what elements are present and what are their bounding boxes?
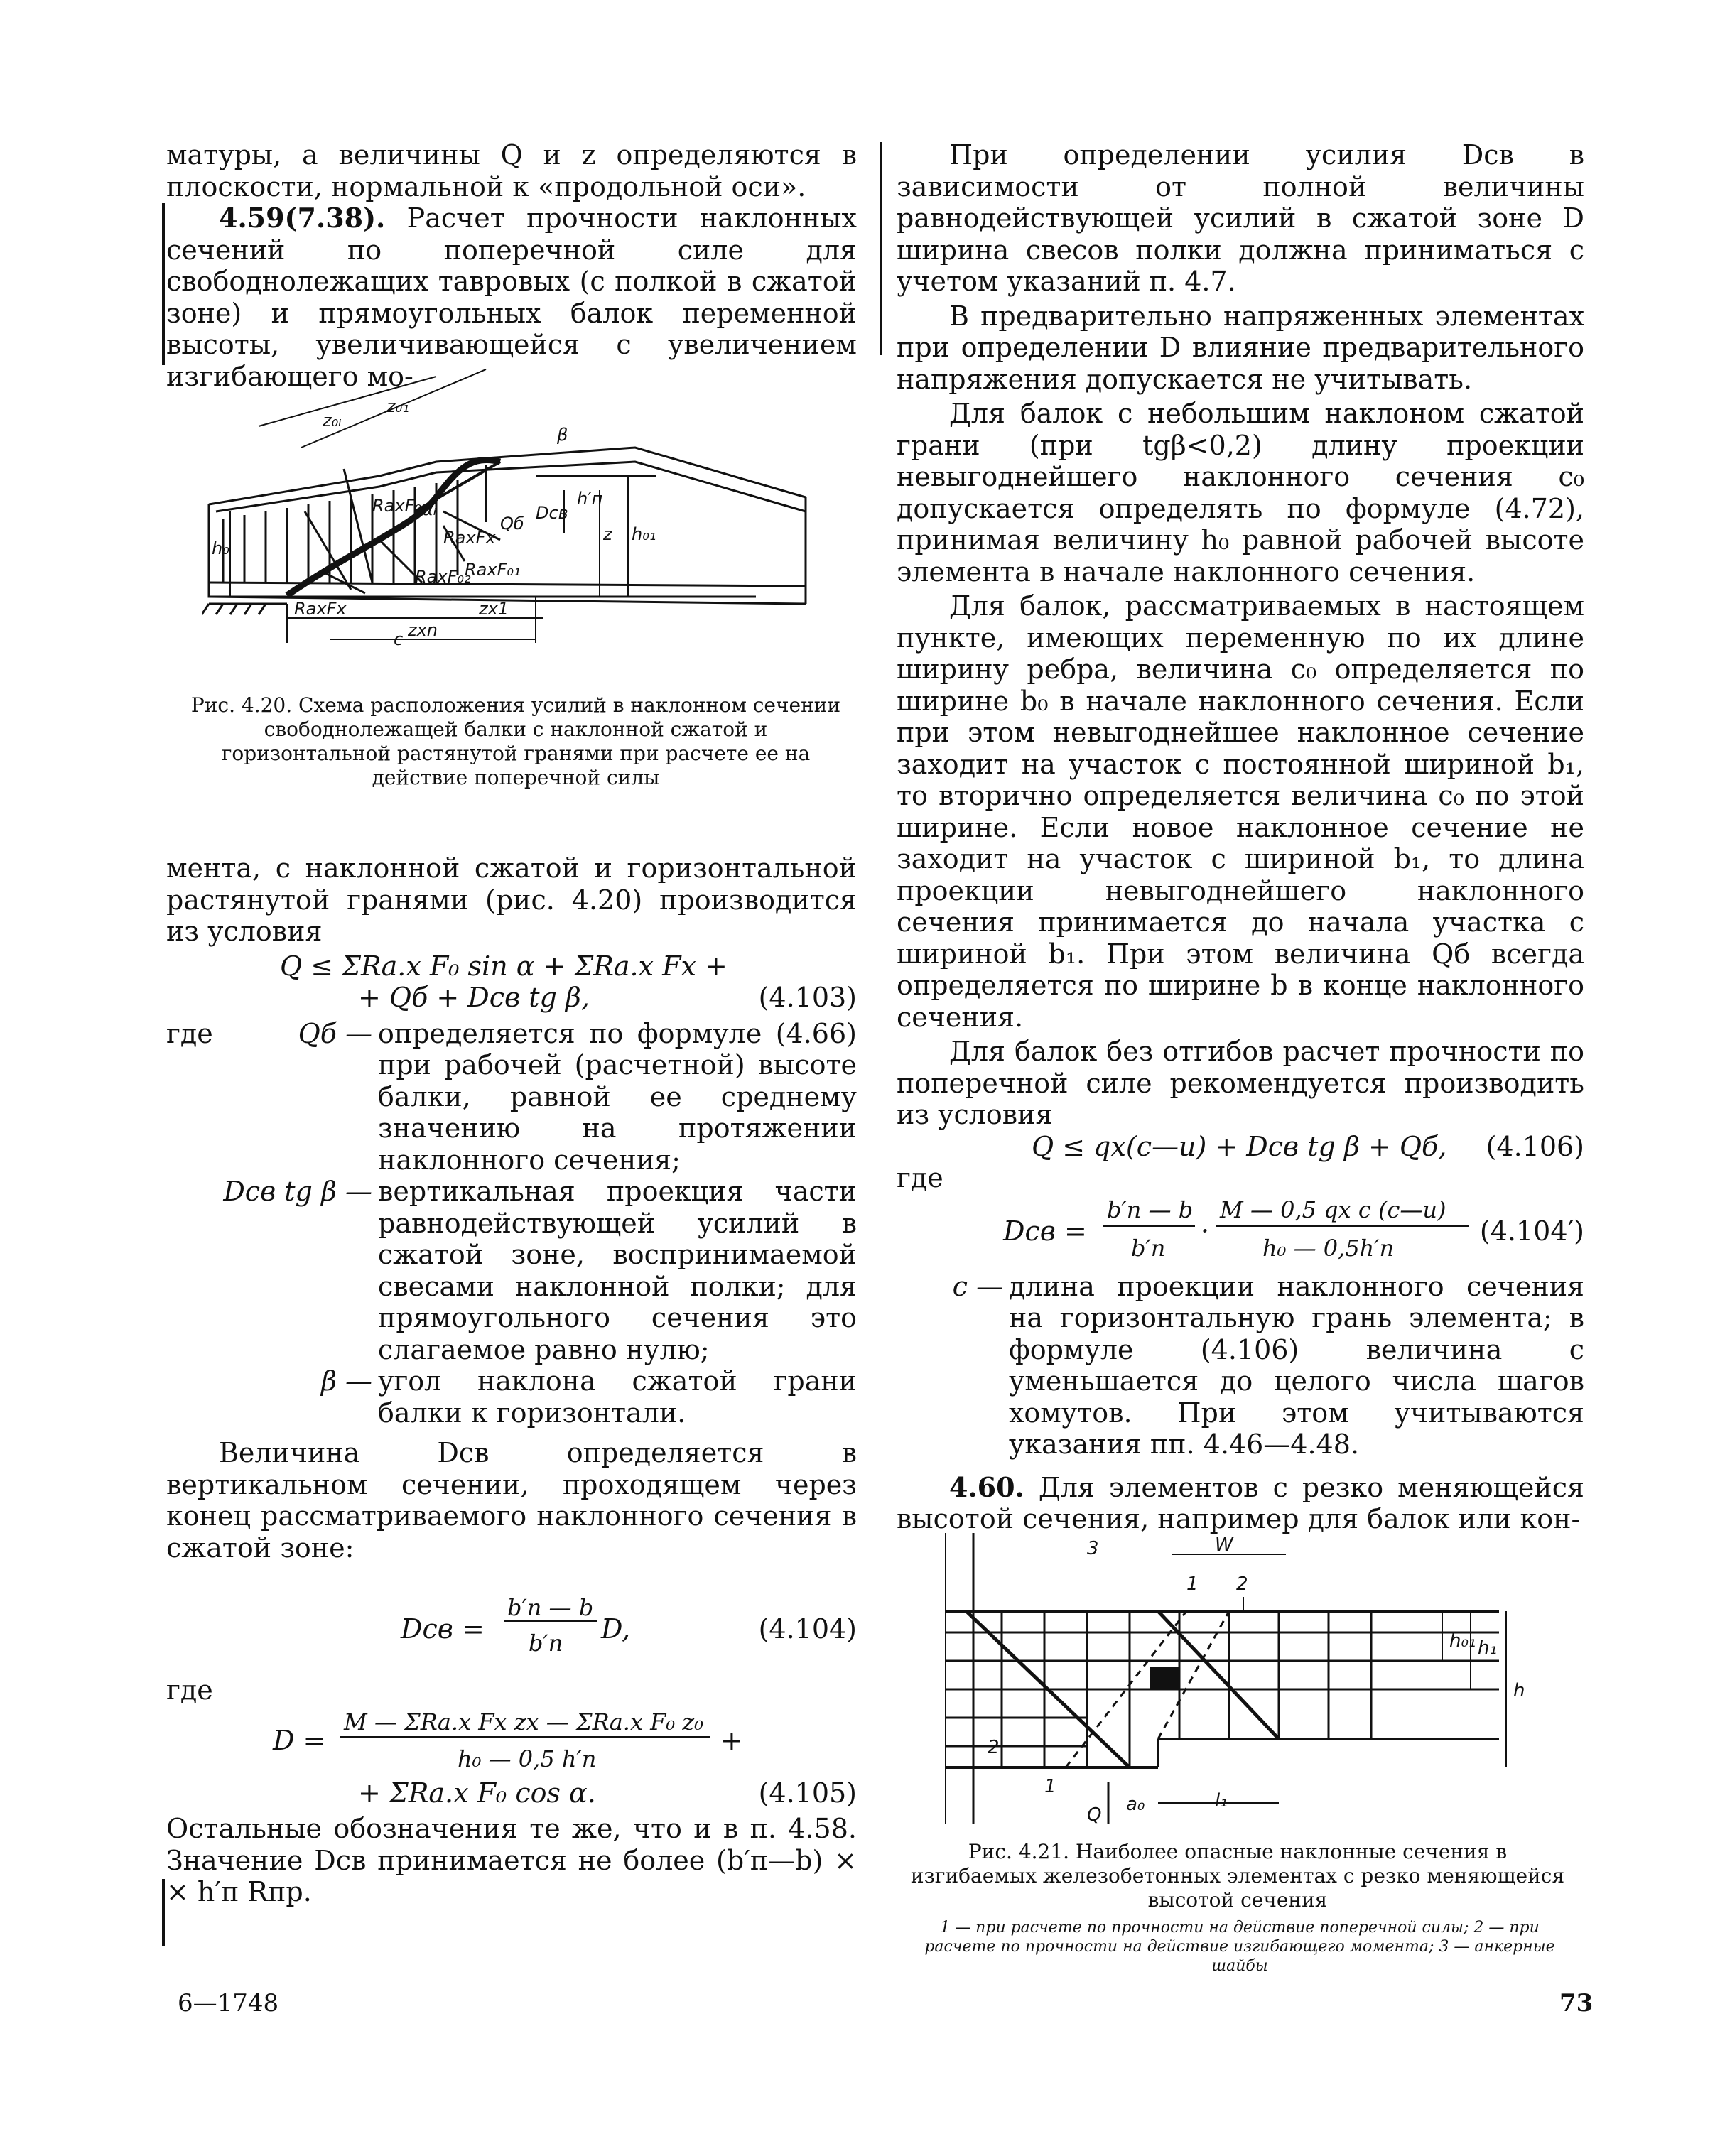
equation-4-103	[166, 950, 857, 1014]
signature-mark: 6—1748	[178, 1989, 279, 2017]
left-column-bottom	[166, 852, 857, 1908]
paragraph-4-59	[166, 202, 857, 392]
definition-c	[897, 1271, 1584, 1461]
label-zx1: zx1	[479, 599, 509, 619]
label-1b: 1	[1044, 1776, 1056, 1797]
figure-4-20-caption: Рис. 4.20. Схема расположения усилий в наклонном сечении свободнолежащей балки с наклонной сжатой и горизонтальной растянутой гранями при расчете ее на действие поперечной силы	[190, 693, 841, 789]
eq-dot: ·	[1201, 1215, 1210, 1247]
eq-lhs: Dсв =	[1003, 1215, 1087, 1247]
paragraph-text: Для элементов с резко меняющейся высотой сечения, например для балок или кон-	[897, 1471, 1584, 1534]
equation-4-104-prime	[897, 1194, 1584, 1265]
label-z: z	[603, 524, 612, 544]
equation-number: (4.105)	[758, 1777, 857, 1809]
label-zxn: zxn	[408, 620, 438, 640]
label-w: W	[1215, 1534, 1233, 1556]
fraction-bar	[340, 1736, 710, 1738]
where-label: где	[897, 1162, 943, 1193]
label-raxfoi: RaxF₀ᵢ	[372, 496, 425, 516]
section-number: 4.60.	[949, 1470, 1024, 1503]
eq-line-2	[166, 1777, 857, 1809]
equation-4-104	[166, 1592, 857, 1670]
eq-line-1: Q ≤ ΣRа.x F₀ sin α + ΣRа.x Fx +	[280, 950, 728, 982]
label-hn: h′п	[577, 489, 603, 509]
label-raxfx: RaxFx	[443, 528, 496, 548]
beam-step-diagram	[945, 1526, 1535, 1831]
section-number: 4.59(7.38).	[219, 202, 386, 234]
eq-tail: D,	[601, 1613, 631, 1645]
eq-denominator: b′п	[1131, 1234, 1166, 1262]
eq-plus: +	[720, 1724, 743, 1756]
paragraph: Величина Dсв определяется в вертикальном сечении, проходящем через конец рассматриваемого наклонного сечения в сжатой зоне:	[166, 1437, 857, 1564]
paragraph: Остальные обозначения те же, что и в п. 4.58. Значение Dсв принимается не более (b′п—b) × × h′п Rпр.	[166, 1813, 857, 1907]
paragraph: В предварительно напряженных элементах при определении D влияние предварительного напряжения допускается не учитывать.	[897, 300, 1584, 395]
paragraph: Для балок с небольшим наклоном сжатой грани (при tgβ<0,2) длину проекции невыгоднейшего наклонного сечения c₀ допускается определять по формуле (4.72), принимая величину h₀ равной рабочей высоте элемента в начале наклонного сечения.	[897, 398, 1584, 587]
label-3: 3	[1087, 1538, 1099, 1559]
label-1a: 1	[1186, 1573, 1199, 1595]
figure-4-20	[202, 369, 848, 646]
eq-denominator: b′п	[529, 1630, 563, 1657]
figure-4-21	[945, 1526, 1535, 1831]
equation-number: (4.104′)	[1479, 1215, 1584, 1247]
paragraph: мента, с наклонной сжатой и горизонтальной растянутой гранями (рис. 4.20) производится из условия	[166, 852, 857, 947]
margin-bar	[162, 203, 165, 365]
eq-denominator: h₀ — 0,5 h′п	[458, 1745, 597, 1772]
eq-denominator: h₀ — 0,5h′п	[1262, 1234, 1395, 1262]
left-column-top	[166, 139, 857, 392]
label-dsv: Dсв	[536, 503, 568, 523]
def-text: определяется по формуле (4.66) при рабочей (расчетной) высоте балки, равной ее среднему значению на протяжении наклонного сечения;	[378, 1017, 857, 1176]
fraction-bar	[504, 1620, 597, 1622]
equation-number: (4.104)	[758, 1613, 857, 1645]
def-symbol: β —	[320, 1365, 372, 1397]
equation-number: (4.103)	[758, 982, 857, 1013]
def-text: вертикальная проекция части равнодействующей усилий в сжатой зоне, воспринимаемой свесами наклонной полки; для прямоугольного сечения это слагаемое равно нулю;	[378, 1176, 857, 1365]
where-label: где	[166, 1674, 213, 1706]
where-label: где	[166, 1017, 213, 1049]
paragraph: При определении усилия Dсв в зависимости от полной величины равнодействующей усилий в сжатой зоне D ширина свесов полки должна приниматься с учетом указаний п. 4.7.	[897, 139, 1584, 297]
page-number: 73	[1559, 1989, 1594, 2017]
eq-numerator: M — 0,5 qx c (c—u)	[1220, 1196, 1446, 1223]
label-2a: 2	[1236, 1573, 1248, 1595]
beam-diagram	[202, 369, 848, 646]
label-q: Q	[1087, 1804, 1102, 1826]
def-text: длина проекции наклонного сечения на горизонтальную грань элемента; в формуле (4.106) величина c уменьшается до целого числа шагов хомутов. При этом учитываются указания пп. 4.46—4.48.	[1009, 1270, 1584, 1460]
label-alpha: αᵢ	[422, 499, 437, 519]
paragraph: Для балок, рассматриваемых в настоящем пункте, имеющих переменную по их длине ширину ребра, величина c₀ определяется по ширине b₀ в начале наклонного сечения. Если при этом невыгоднейшее наклонное сечение заходит на участок с постоянной шириной b₁, то вторично определяется величина c₀ по этой ширине. Если новое наклонное сечение не заходит на участок с шириной b₁, то длина проекции невыгоднейшего наклонного сечения принимается до начала участка с шириной b₁. При этом величина Qб всегда определяется по ширине b в конце наклонного сечения.	[897, 590, 1584, 1033]
equation-number: (4.106)	[1486, 1130, 1584, 1162]
label-l1: l₁	[1215, 1790, 1228, 1811]
margin-bar	[880, 142, 882, 355]
definition-beta	[166, 1365, 857, 1429]
definition-dsv	[166, 1176, 857, 1365]
label-beta: β	[557, 425, 568, 445]
fraction-bar	[1103, 1225, 1195, 1227]
label-z0i: z₀ᵢ	[323, 411, 342, 430]
eq-numerator: M — ΣRа.x Fx zx — ΣRа.x F₀ z₀	[344, 1708, 704, 1735]
label-z01: z₀₁	[386, 396, 409, 416]
label-h0: h₀	[212, 538, 229, 558]
paragraph-text: Расчет прочности наклонных сечений по поперечной силе для свободнолежащих тавровых (с полкой в сжатой зоне) и прямоугольных балок переменной высоты, увеличивающейся с увеличением изгибающего мо-	[166, 202, 857, 392]
paragraph: Для балок без отгибов расчет прочности по поперечной силе рекомендуется производить из условия	[897, 1036, 1584, 1130]
eq-text: Q ≤ qx(c—u) + Dсв tg β + Qб,	[1032, 1130, 1447, 1162]
label-h01: h₀₁	[632, 524, 656, 544]
definition-qb	[166, 1018, 857, 1176]
eq-lhs: D =	[273, 1724, 326, 1756]
eq-lhs: Dсв =	[401, 1613, 485, 1645]
paragraph: матуры, а величины Q и z определяются в плоскости, нормальной к «продольной оси».	[166, 139, 857, 202]
label-raxfoz: RaxF₀₂	[415, 567, 471, 587]
label-a0: a₀	[1126, 1794, 1145, 1815]
def-symbol: c —	[952, 1270, 1003, 1302]
eq-line-2: + Qб + Dсв tg β,	[358, 982, 590, 1013]
eq-numerator: b′п — b	[1107, 1196, 1194, 1223]
label-h1: h₁	[1478, 1637, 1497, 1659]
label-raxfx-bottom: RaxFx	[294, 599, 347, 619]
def-symbol: Dсв tg β —	[223, 1176, 372, 1207]
label-h01: h₀₁	[1449, 1630, 1476, 1652]
eq-text: + ΣRа.x F₀ cos α.	[358, 1777, 596, 1809]
def-symbol: Qб —	[298, 1017, 372, 1049]
eq-numerator: b′п — b	[507, 1594, 594, 1621]
label-2b: 2	[988, 1737, 1000, 1758]
label-qb: Qб	[500, 514, 524, 533]
fraction-bar	[1216, 1225, 1469, 1227]
equation-4-105	[166, 1706, 857, 1777]
label-c: c	[394, 629, 404, 646]
right-column	[897, 139, 1584, 1535]
equation-4-106	[897, 1131, 1584, 1163]
figure-4-21-caption: Рис. 4.21. Наиболее опасные наклонные сечения в изгибаемых железобетонных элементах с резко меняющейся высотой сечения	[910, 1840, 1565, 1912]
def-text: угол наклона сжатой грани балки к горизонтали.	[378, 1365, 857, 1429]
label-raxfo1: RaxF₀₁	[465, 560, 521, 580]
figure-4-21-legend: 1 — при расчете по прочности на действие поперечной силы; 2 — при расчете по прочности на действие изгибающего момента; 3 — анкерные шайбы	[924, 1919, 1555, 1975]
margin-bar	[162, 1879, 165, 1946]
label-h: h	[1513, 1680, 1525, 1701]
